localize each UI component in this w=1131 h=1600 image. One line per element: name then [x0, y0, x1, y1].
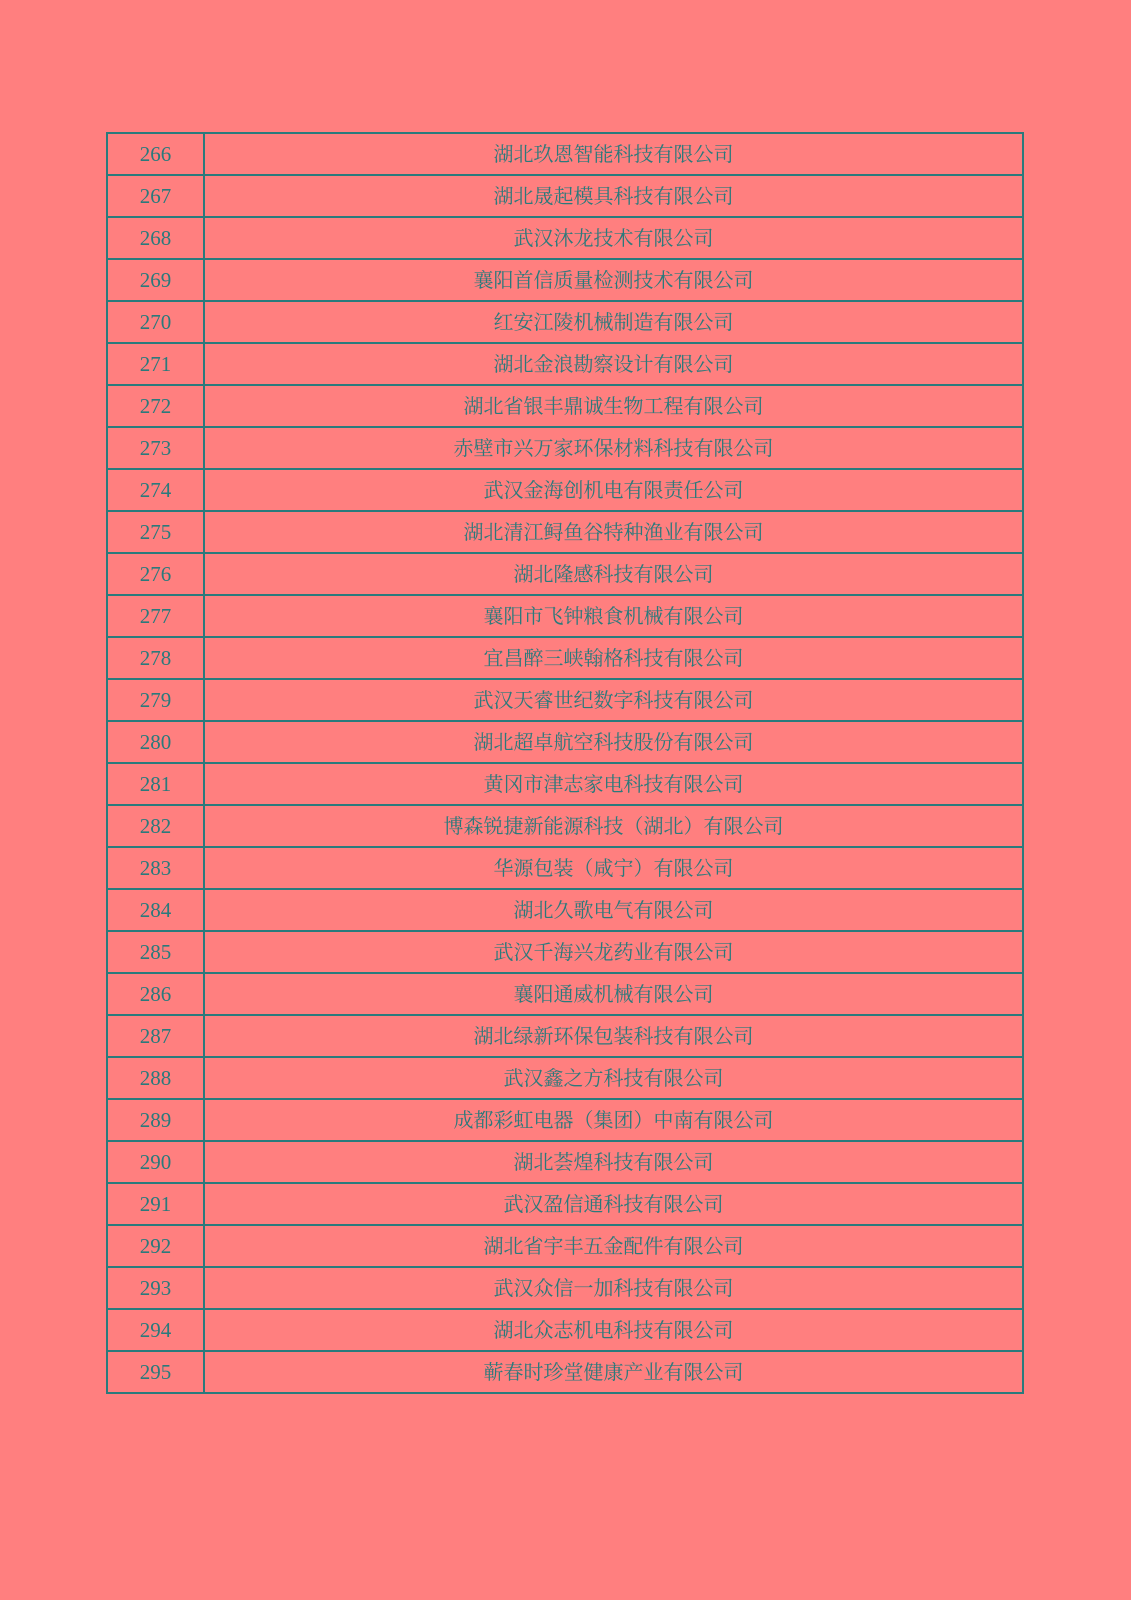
- company-name: 武汉沐龙技术有限公司: [204, 217, 1023, 259]
- row-number: 275: [107, 511, 204, 553]
- row-number: 287: [107, 1015, 204, 1057]
- row-number: 282: [107, 805, 204, 847]
- row-number: 271: [107, 343, 204, 385]
- row-number: 290: [107, 1141, 204, 1183]
- row-number: 285: [107, 931, 204, 973]
- table-row: [107, 721, 1023, 763]
- row-number: 294: [107, 1309, 204, 1351]
- company-name: 武汉天睿世纪数字科技有限公司: [204, 679, 1023, 721]
- row-number: 279: [107, 679, 204, 721]
- company-name: 湖北众志机电科技有限公司: [204, 1309, 1023, 1351]
- row-number: 269: [107, 259, 204, 301]
- company-name: 湖北隆感科技有限公司: [204, 553, 1023, 595]
- company-name: 华源包装（咸宁）有限公司: [204, 847, 1023, 889]
- table-row: [107, 133, 1023, 175]
- table-row: [107, 1351, 1023, 1393]
- company-name: 湖北超卓航空科技股份有限公司: [204, 721, 1023, 763]
- company-name: 黄冈市津志家电科技有限公司: [204, 763, 1023, 805]
- table-row: [107, 427, 1023, 469]
- company-name: 武汉盈信通科技有限公司: [204, 1183, 1023, 1225]
- table-row: [107, 469, 1023, 511]
- table-row: [107, 1267, 1023, 1309]
- company-name: 武汉鑫之方科技有限公司: [204, 1057, 1023, 1099]
- row-number: 270: [107, 301, 204, 343]
- table-row: [107, 1225, 1023, 1267]
- company-name: 湖北清江鲟鱼谷特种渔业有限公司: [204, 511, 1023, 553]
- company-name: 蕲春时珍堂健康产业有限公司: [204, 1351, 1023, 1393]
- company-name: 湖北玖恩智能科技有限公司: [204, 133, 1023, 175]
- table-row: [107, 175, 1023, 217]
- company-name: 湖北省银丰鼎诚生物工程有限公司: [204, 385, 1023, 427]
- table-row: [107, 343, 1023, 385]
- company-list-body: [107, 133, 1023, 1393]
- table-row: [107, 1015, 1023, 1057]
- company-name: 襄阳通威机械有限公司: [204, 973, 1023, 1015]
- company-name: 湖北荟煌科技有限公司: [204, 1141, 1023, 1183]
- table-row: [107, 931, 1023, 973]
- table-row: [107, 553, 1023, 595]
- table-row: [107, 259, 1023, 301]
- table-row: [107, 973, 1023, 1015]
- company-list-table: [106, 132, 1024, 1394]
- table-row: [107, 217, 1023, 259]
- row-number: 286: [107, 973, 204, 1015]
- row-number: 268: [107, 217, 204, 259]
- table-row: [107, 385, 1023, 427]
- row-number: 291: [107, 1183, 204, 1225]
- row-number: 276: [107, 553, 204, 595]
- company-name: 武汉金海创机电有限责任公司: [204, 469, 1023, 511]
- table-row: [107, 1309, 1023, 1351]
- company-name: 湖北晟起模具科技有限公司: [204, 175, 1023, 217]
- row-number: 295: [107, 1351, 204, 1393]
- row-number: 281: [107, 763, 204, 805]
- row-number: 280: [107, 721, 204, 763]
- table-row: [107, 301, 1023, 343]
- table-row: [107, 595, 1023, 637]
- table-row: [107, 1141, 1023, 1183]
- company-name: 武汉千海兴龙药业有限公司: [204, 931, 1023, 973]
- company-name: 湖北金浪勘察设计有限公司: [204, 343, 1023, 385]
- company-name: 湖北久歌电气有限公司: [204, 889, 1023, 931]
- row-number: 289: [107, 1099, 204, 1141]
- table-row: [107, 763, 1023, 805]
- row-number: 288: [107, 1057, 204, 1099]
- table-row: [107, 637, 1023, 679]
- company-name: 成都彩虹电器（集团）中南有限公司: [204, 1099, 1023, 1141]
- company-name: 湖北省宇丰五金配件有限公司: [204, 1225, 1023, 1267]
- company-name: 襄阳市飞钟粮食机械有限公司: [204, 595, 1023, 637]
- row-number: 272: [107, 385, 204, 427]
- table-row: [107, 889, 1023, 931]
- table-row: [107, 847, 1023, 889]
- table-row: [107, 805, 1023, 847]
- table-row: [107, 679, 1023, 721]
- company-name: 红安江陵机械制造有限公司: [204, 301, 1023, 343]
- company-name: 博森锐捷新能源科技（湖北）有限公司: [204, 805, 1023, 847]
- table-row: [107, 1183, 1023, 1225]
- row-number: 278: [107, 637, 204, 679]
- row-number: 292: [107, 1225, 204, 1267]
- table-row: [107, 511, 1023, 553]
- company-name: 湖北绿新环保包装科技有限公司: [204, 1015, 1023, 1057]
- company-name: 武汉众信一加科技有限公司: [204, 1267, 1023, 1309]
- row-number: 283: [107, 847, 204, 889]
- table-row: [107, 1057, 1023, 1099]
- company-name: 宜昌醉三峡翰格科技有限公司: [204, 637, 1023, 679]
- company-name: 赤壁市兴万家环保材料科技有限公司: [204, 427, 1023, 469]
- row-number: 273: [107, 427, 204, 469]
- row-number: 284: [107, 889, 204, 931]
- row-number: 266: [107, 133, 204, 175]
- row-number: 267: [107, 175, 204, 217]
- row-number: 293: [107, 1267, 204, 1309]
- table-row: [107, 1099, 1023, 1141]
- company-name: 襄阳首信质量检测技术有限公司: [204, 259, 1023, 301]
- row-number: 277: [107, 595, 204, 637]
- row-number: 274: [107, 469, 204, 511]
